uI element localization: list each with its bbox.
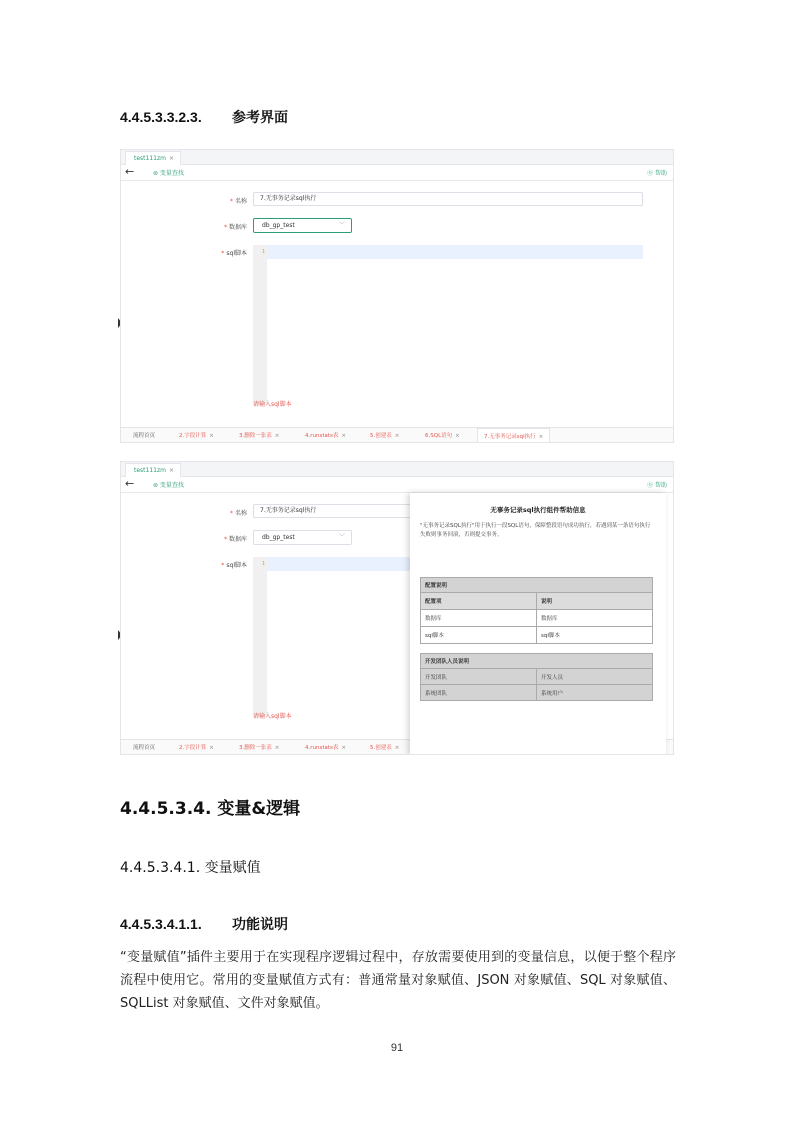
name-input[interactable]: 7.无事务记录sql执行 bbox=[253, 504, 643, 518]
config-table bbox=[420, 577, 653, 644]
section-heading-function bbox=[120, 914, 288, 934]
help-panel-description: "无事务记录SQL执行"用于执行一段SQL语句，保障整段语句成功执行，若遇到某一条语句执行失败则事务回滚，否则提交事务。 bbox=[420, 523, 651, 538]
table-cell: 开发人员 bbox=[537, 669, 653, 685]
team-caption: 开发团队人员说明 bbox=[421, 654, 653, 669]
reference-ui-heading bbox=[120, 107, 288, 127]
toolbar bbox=[121, 165, 673, 181]
validation-error: 请输入sql脚本 bbox=[253, 401, 292, 408]
section-heading-logic: 4.4.5.3.4. 变量&逻辑 bbox=[120, 799, 301, 819]
sql-script-label: * sql脚本 bbox=[221, 250, 247, 257]
heading-title: 参考界面 bbox=[232, 110, 288, 126]
tab-test111zm[interactable] bbox=[125, 463, 181, 477]
page-number: 91 bbox=[390, 1042, 404, 1054]
heading-title: 功能说明 bbox=[232, 917, 288, 933]
table-header: 配置项 bbox=[421, 593, 537, 610]
chevron-down-icon: ﹀ bbox=[338, 534, 345, 541]
variable-lookup-button[interactable]: ⊚ 变量查找 bbox=[153, 170, 184, 177]
tab-field-calc[interactable]: 2.字段计算 × bbox=[179, 745, 214, 751]
back-arrow-icon[interactable]: ← bbox=[125, 165, 135, 178]
tab-bar bbox=[121, 462, 673, 477]
help-panel-title: 无事务记录sql执行组件帮助信息 bbox=[490, 506, 586, 514]
chevron-down-icon: ﹀ bbox=[338, 222, 345, 229]
screenshot-editor bbox=[120, 149, 674, 443]
tab-flow-home[interactable]: 流程首页 bbox=[133, 745, 156, 751]
sql-script-label: * sql脚本 bbox=[221, 562, 247, 569]
tab-test111zm[interactable] bbox=[125, 151, 181, 165]
table-cell: 数据库 bbox=[537, 610, 653, 627]
tab-delete-table[interactable]: 3.删除一张表 × bbox=[239, 745, 280, 751]
heading-number: 4.4.5.3.3.2.3. bbox=[120, 109, 202, 125]
database-label: * 数据库 bbox=[223, 536, 247, 543]
close-icon[interactable]: × bbox=[168, 467, 174, 474]
current-line-highlight bbox=[267, 245, 643, 259]
table-header: 说明 bbox=[537, 593, 653, 610]
section-heading-assign: 4.4.5.3.4.1. 变量赋值 bbox=[120, 860, 261, 876]
tab-bar bbox=[121, 150, 673, 165]
tab-runstats[interactable]: 4.runstats表 × bbox=[305, 745, 347, 751]
table-cell: sql脚本 bbox=[421, 627, 537, 644]
tab-sql-statement[interactable]: 6.SQL语句 × bbox=[425, 433, 460, 439]
team-table bbox=[420, 653, 653, 701]
tab-flow-home[interactable]: 流程首页 bbox=[133, 433, 156, 439]
line-gutter: 1 bbox=[253, 245, 267, 405]
toolbar bbox=[121, 477, 673, 493]
table-cell: 开发团队 bbox=[421, 669, 537, 685]
table-cell: 系统用户 bbox=[537, 685, 653, 701]
table-cell: sql脚本 bbox=[537, 627, 653, 644]
body-paragraph: “变量赋值”插件主要用于在实现程序逻辑过程中，存放需要使用到的变量信息，以便于整个程序流程中使用它。常用的变量赋值方式有：普通常量对象赋值、JSON 对象赋值、SQL 对象赋值、SQLList 对象赋值、文件对象赋值。 bbox=[120, 950, 676, 1011]
database-select[interactable]: db_gp_test ﹀ bbox=[253, 218, 352, 233]
sql-code-editor[interactable] bbox=[253, 245, 643, 405]
validation-error: 请输入sql脚本 bbox=[253, 713, 292, 720]
tab-field-calc[interactable]: 2.字段计算 × bbox=[179, 433, 214, 439]
help-button[interactable]: ⓪ 帮助 bbox=[647, 482, 667, 489]
line-gutter: 1 bbox=[253, 557, 267, 717]
tab-label: test111zm bbox=[134, 155, 166, 162]
name-label: * 名称 bbox=[229, 198, 247, 205]
database-select[interactable]: db_gp_test ﹀ bbox=[253, 530, 352, 545]
config-caption: 配置说明 bbox=[421, 578, 653, 593]
screenshot-editor-with-help bbox=[120, 461, 674, 755]
help-button[interactable]: ⓪ 帮助 bbox=[647, 170, 667, 177]
back-arrow-icon[interactable]: ← bbox=[125, 477, 135, 490]
table-cell: 数据库 bbox=[421, 610, 537, 627]
database-label: * 数据库 bbox=[223, 224, 247, 231]
name-input[interactable]: 7.无事务记录sql执行 bbox=[253, 192, 643, 206]
help-panel bbox=[410, 493, 666, 755]
close-icon[interactable]: × bbox=[168, 155, 174, 162]
heading-number: 4.4.5.3.4.1.1. bbox=[120, 916, 202, 932]
bottom-tab-bar bbox=[121, 427, 673, 442]
tab-label: test111zm bbox=[134, 467, 166, 474]
tab-create-table[interactable]: 5.创建表 × bbox=[370, 745, 400, 751]
tab-create-table[interactable]: 5.创建表 × bbox=[370, 433, 400, 439]
variable-lookup-button[interactable]: ⊚ 变量查找 bbox=[153, 482, 184, 489]
tab-runstats[interactable]: 4.runstats表 × bbox=[305, 433, 347, 439]
tab-no-transaction-sql[interactable]: 7.无事务记录sql执行 × bbox=[477, 428, 550, 442]
tab-delete-table[interactable]: 3.删除一张表 × bbox=[239, 433, 280, 439]
table-cell: 系统团队 bbox=[421, 685, 537, 701]
name-label: * 名称 bbox=[229, 510, 247, 517]
